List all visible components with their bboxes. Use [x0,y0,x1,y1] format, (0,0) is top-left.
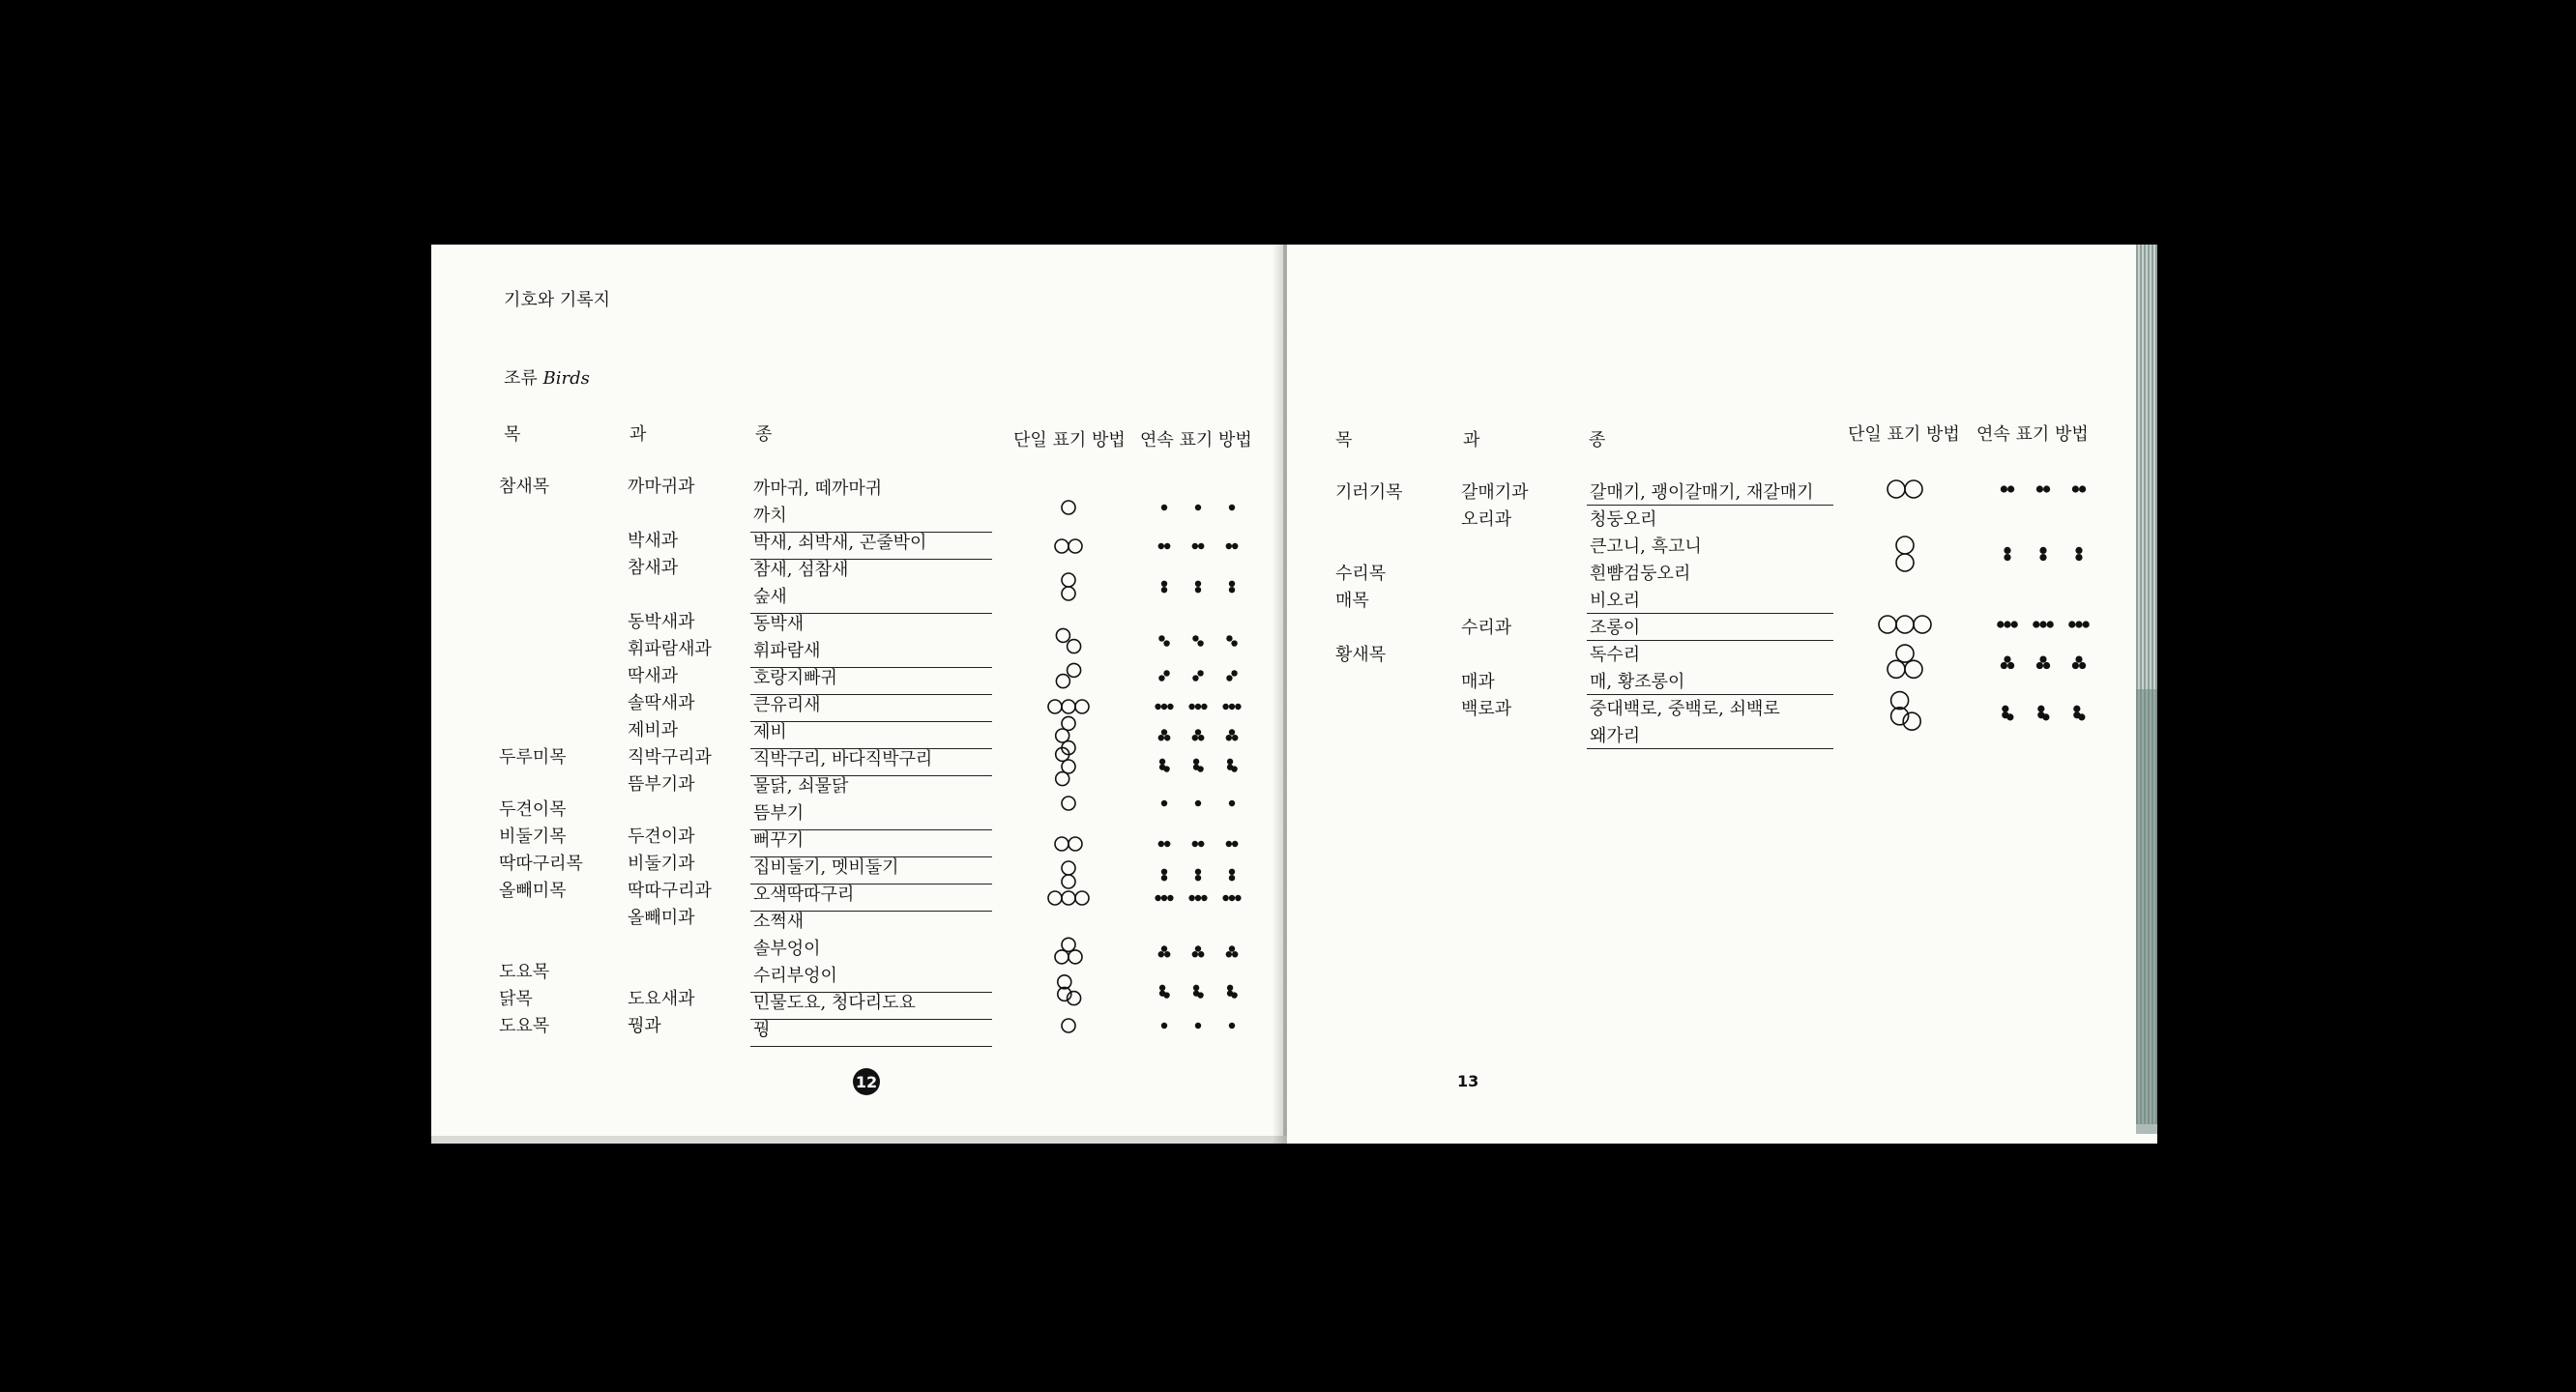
continuous-symbol [2079,662,2086,669]
continuous-symbol [1195,875,1201,881]
continuous-symbol [1158,635,1164,641]
continuous-symbol [1163,992,1169,998]
continuous-symbol [1195,505,1201,510]
continuous-symbol [1164,841,1170,847]
continuous-symbol [2007,662,2014,669]
family-label: 꿩과 [628,1016,661,1036]
col-header-species: 종 [1589,430,1606,450]
continuous-symbol [2011,621,2018,627]
running-head: 기호와 기록지 [504,290,611,310]
species-label: 꿩 [753,1020,771,1040]
col-header-continuous: 연속 표기 방법 [1976,424,2089,445]
continuous-symbol [1231,670,1237,676]
continuous-symbol [2075,621,2082,627]
continuous-symbol [2039,621,2046,627]
continuous-symbol [1195,945,1201,951]
continuous-symbol [1192,951,1198,957]
continuous-symbol [2001,485,2007,492]
species-label: 비오리 [1590,591,1641,611]
single-symbol [1905,480,1922,498]
order-label: 매목 [1335,591,1369,611]
col-header-single: 단일 표기 방법 [1848,424,1960,445]
single-symbol [1068,539,1082,553]
family-label: 솔딱새과 [628,693,695,713]
col-header-order: 목 [1335,430,1353,450]
single-symbol [1062,760,1075,773]
page-number: 13 [1457,1072,1479,1090]
open-book [431,245,2167,1144]
single-symbol [1048,700,1062,713]
continuous-symbol [1229,587,1235,593]
continuous-symbol [1195,704,1201,710]
single-symbol [1062,1019,1075,1032]
continuous-symbol [1161,729,1167,735]
continuous-symbol [1229,581,1235,587]
family-label: 도요새과 [628,989,695,1009]
single-symbol [1056,729,1069,742]
family-label: 직박구리과 [628,747,712,768]
family-label: 박새과 [628,531,679,551]
continuous-symbol [2037,706,2044,712]
single-symbol [1062,797,1075,810]
continuous-symbol [1159,759,1165,765]
continuous-symbol [1229,869,1235,875]
continuous-symbol [1229,945,1235,951]
single-symbol [1062,716,1075,730]
continuous-symbol [1188,704,1194,710]
continuous-symbol [1193,985,1199,991]
section-title: 조류 Birds [504,368,590,389]
species-label: 갈매기, 괭이갈매기, 재갈매기 [1590,482,1814,503]
continuous-symbol [1229,1023,1235,1029]
continuous-symbol [2039,655,2046,662]
family-label: 뜸부기과 [628,774,695,795]
continuous-symbol [1198,841,1204,847]
species-label: 매, 황조롱이 [1590,672,1685,692]
order-label: 기러기목 [1335,482,1403,503]
continuous-symbol [1997,621,2004,627]
single-symbol [1056,772,1069,786]
continuous-symbol [2068,621,2075,627]
continuous-symbol [1155,895,1160,901]
single-symbol [1905,660,1922,678]
order-label: 도요목 [499,1016,550,1036]
continuous-symbol [1158,543,1164,549]
single-symbol [1068,950,1082,964]
single-symbol [1914,616,1931,633]
left-page [431,245,1287,1144]
continuous-symbol [1227,985,1233,991]
species-label: 호랑지빠귀 [753,668,837,688]
single-symbol [1888,480,1905,498]
continuous-symbol [2001,662,2007,669]
gutter-shadow [1273,245,1287,1144]
continuous-symbol [1226,951,1232,957]
continuous-symbol [1163,670,1169,676]
continuous-symbol [1226,543,1232,549]
single-symbol [1062,573,1075,587]
species-label: 물닭, 쇠물닭 [753,776,849,797]
continuous-symbol [2083,621,2090,627]
single-symbol [1062,891,1075,905]
continuous-symbol [1195,587,1201,593]
family-label: 백로과 [1461,699,1512,719]
continuous-symbol [2073,706,2080,712]
family-label: 갈매기과 [1461,482,1529,503]
order-label: 두견이목 [499,799,567,820]
species-label: 큰유리새 [753,695,821,715]
continuous-symbol [2075,547,2082,554]
single-symbol [1055,539,1068,553]
family-label: 까마귀과 [628,477,695,497]
continuous-symbol [1197,766,1203,771]
col-header-species: 종 [755,424,773,445]
continuous-symbol [1201,895,1207,901]
single-symbol [1891,692,1909,710]
species-label: 직박구리, 바다직박구리 [753,749,933,769]
continuous-symbol [1161,704,1167,710]
continuous-symbol [1161,587,1167,593]
continuous-symbol [1155,704,1160,710]
single-symbol [1062,861,1075,875]
family-label: 휘파람새과 [628,639,712,659]
single-symbol [1068,640,1081,653]
order-label: 두루미목 [499,747,567,768]
species-label: 뜸부기 [753,803,805,824]
continuous-symbol [2043,662,2050,669]
order-label: 수리목 [1335,564,1387,584]
page-number: 12 [853,1068,880,1095]
order-label: 비둘기목 [499,826,567,847]
continuous-symbol [1235,895,1241,901]
continuous-symbol [1192,841,1198,847]
species-label: 왜가리 [1590,726,1641,746]
species-label: 큰고니, 흑고니 [1590,536,1702,557]
continuous-symbol [2042,713,2049,720]
continuous-symbol [1197,670,1203,676]
species-label: 박새, 쇠박새, 곤줄박이 [753,533,927,553]
family-label: 비둘기과 [628,854,695,874]
single-symbol [1048,891,1062,905]
family-label: 수리과 [1461,618,1512,638]
continuous-symbol [2004,554,2010,561]
continuous-symbol [1164,735,1170,740]
notation-symbols [431,245,1287,1144]
species-label: 제비 [753,722,787,742]
single-symbol [1896,645,1914,662]
order-label: 황새목 [1335,645,1387,665]
family-label: 오리과 [1461,509,1512,530]
continuous-symbol [1195,800,1201,806]
continuous-symbol [1197,992,1203,998]
continuous-symbol [1159,985,1165,991]
continuous-symbol [1222,895,1228,901]
species-label: 집비둘기, 멧비둘기 [753,857,899,878]
continuous-symbol [1161,895,1167,901]
continuous-symbol [1226,635,1232,641]
single-symbol [1062,875,1075,888]
continuous-symbol [1195,729,1201,735]
continuous-symbol [1161,1023,1167,1029]
species-label: 청둥오리 [1590,509,1657,530]
continuous-symbol [2006,713,2013,720]
continuous-symbol [1232,951,1238,957]
continuous-symbol [2007,485,2014,492]
col-header-family: 과 [629,424,647,445]
species-label: 수리부엉이 [753,966,837,986]
single-symbol [1055,950,1068,964]
continuous-symbol [1232,841,1238,847]
order-label: 도요목 [499,962,550,982]
single-symbol [1879,616,1896,633]
single-symbol [1056,675,1069,688]
continuous-symbol [1229,505,1235,510]
continuous-symbol [1161,800,1167,806]
single-symbol [1068,663,1081,677]
continuous-symbol [1231,766,1237,771]
continuous-symbol [1158,675,1164,681]
continuous-symbol [2072,485,2079,492]
continuous-symbol [2033,621,2039,627]
continuous-symbol [2039,547,2046,554]
continuous-symbol [2075,655,2082,662]
continuous-symbol [1161,505,1167,510]
continuous-symbol [1195,869,1201,875]
continuous-symbol [2079,485,2086,492]
family-label: 올빼미과 [628,908,695,928]
col-header-family: 과 [1463,430,1480,450]
continuous-symbol [1231,640,1237,646]
species-label: 휘파람새 [753,641,821,661]
continuous-symbol [2004,655,2010,662]
continuous-symbol [2036,662,2043,669]
continuous-symbol [1164,951,1170,957]
continuous-symbol [1192,543,1198,549]
species-label: 솔부엉이 [753,939,821,959]
continuous-symbol [1164,543,1170,549]
continuous-symbol [1158,951,1164,957]
species-label: 조롱이 [1590,618,1641,638]
species-label: 독수리 [1590,645,1641,665]
notation-symbols [1287,245,2157,1144]
continuous-symbol [1192,635,1198,641]
continuous-symbol [1195,581,1201,587]
continuous-symbol [1161,869,1167,875]
single-symbol [1062,700,1075,713]
single-symbol [1075,891,1089,905]
continuous-symbol [2075,554,2082,561]
continuous-symbol [2072,662,2079,669]
col-header-order: 목 [504,424,521,445]
single-symbol [1068,837,1082,851]
family-label: 동박새과 [628,612,695,632]
family-label: 딱따구리과 [628,881,712,901]
continuous-symbol [1198,735,1204,740]
continuous-symbol [1161,875,1167,881]
species-label: 중대백로, 중백로, 쇠백로 [1590,699,1780,719]
single-symbol [1888,660,1905,678]
single-symbol [1896,536,1914,554]
continuous-symbol [1188,895,1194,901]
continuous-symbol [1227,759,1233,765]
single-symbol [1896,554,1914,571]
single-symbol [1062,587,1075,600]
single-symbol [1075,700,1089,713]
continuous-symbol [1201,704,1207,710]
continuous-symbol [1167,704,1173,710]
species-label: 동박새 [753,614,805,634]
order-label: 올빼미목 [499,881,567,901]
species-label: 흰뺨검둥오리 [1590,564,1691,584]
family-label: 매과 [1461,672,1495,692]
family-label: 딱새과 [628,666,679,686]
continuous-symbol [1163,640,1169,646]
col-header-continuous: 연속 표기 방법 [1140,430,1252,450]
species-label: 뻐꾸기 [753,830,805,851]
continuous-symbol [1229,875,1235,881]
continuous-symbol [1222,704,1228,710]
order-label: 닭목 [499,989,533,1009]
continuous-symbol [1195,895,1201,901]
continuous-symbol [2047,621,2054,627]
continuous-symbol [1232,735,1238,740]
continuous-symbol [1161,581,1167,587]
continuous-symbol [2004,547,2010,554]
continuous-symbol [1167,895,1173,901]
species-label: 참새, 섬참새 [753,560,849,580]
continuous-symbol [1197,640,1203,646]
continuous-symbol [1235,704,1241,710]
family-label: 제비과 [628,720,679,740]
continuous-symbol [1161,945,1167,951]
continuous-symbol [1226,675,1232,681]
continuous-symbol [2039,554,2046,561]
continuous-symbol [2043,485,2050,492]
continuous-symbol [1198,951,1204,957]
single-symbol [1062,501,1075,514]
species-label: 소쩍새 [753,912,805,932]
continuous-symbol [1226,841,1232,847]
continuous-symbol [1192,735,1198,740]
continuous-symbol [1232,543,1238,549]
family-label: 참새과 [628,558,679,578]
continuous-symbol [2002,706,2008,712]
species-label: 까치 [753,506,787,526]
continuous-symbol [1226,735,1232,740]
continuous-symbol [1198,543,1204,549]
continuous-symbol [1229,729,1235,735]
continuous-symbol [1229,895,1235,901]
right-page [1287,245,2157,1144]
continuous-symbol [1193,759,1199,765]
species-label: 까마귀, 떼까마귀 [753,478,883,499]
order-label: 딱따구리목 [499,854,583,874]
continuous-symbol [1231,992,1237,998]
continuous-symbol [1229,800,1235,806]
continuous-symbol [2004,621,2010,627]
order-label: 참새목 [499,477,550,497]
continuous-symbol [1163,766,1169,771]
family-label: 두견이과 [628,826,695,847]
species-label: 오색딱따구리 [753,884,855,905]
species-label: 민물도요, 청다리도요 [753,993,916,1013]
continuous-symbol [1192,675,1198,681]
species-label: 숲새 [753,587,787,607]
continuous-symbol [2078,713,2085,720]
single-symbol [1896,616,1914,633]
continuous-symbol [2036,485,2043,492]
continuous-symbol [1158,841,1164,847]
col-header-single: 단일 표기 방법 [1013,430,1126,450]
continuous-symbol [1229,704,1235,710]
single-symbol [1055,837,1068,851]
single-symbol [1062,938,1075,951]
continuous-symbol [1158,735,1164,740]
single-symbol [1056,628,1069,642]
continuous-symbol [1195,1023,1201,1029]
